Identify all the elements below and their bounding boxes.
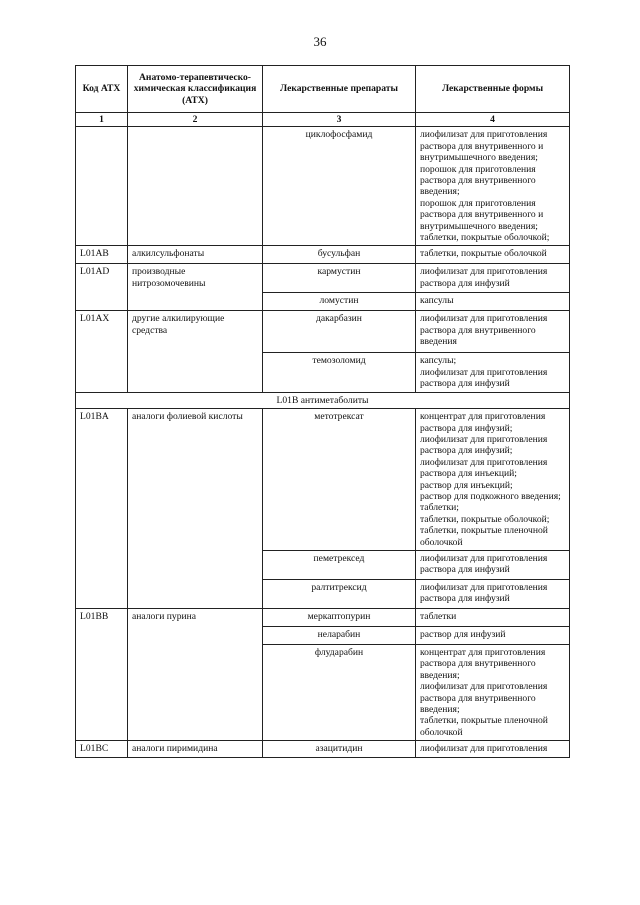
class-cell: другие алкилирующие средства [128, 311, 263, 392]
code-cell: L01AB [76, 246, 128, 264]
drug-cell: ралтитрексид [263, 579, 416, 608]
header-drugs: Лекарственные препараты [263, 66, 416, 113]
class-cell: производные нитрозомочевины [128, 264, 263, 311]
table-row [76, 246, 570, 264]
page-number: 36 [313, 34, 327, 49]
class-cell: аналоги пурина [128, 608, 263, 740]
class-cell [128, 127, 263, 246]
header-code: Код АТХ [76, 66, 128, 113]
forms-cell: лиофилизат для приготовления [416, 741, 570, 758]
code-cell: L01BC [76, 741, 128, 758]
forms-cell: таблетки [416, 608, 570, 626]
header-classification: Анатомо-терапевтическо-химическая классификация (АТХ) [128, 66, 263, 113]
class-cell: алкилсульфонаты [128, 246, 263, 264]
drug-cell: азацитидин [263, 741, 416, 758]
column-number: 4 [416, 113, 570, 127]
drug-cell: ломустин [263, 293, 416, 311]
table-row [76, 264, 570, 293]
forms-cell: концентрат для приготовления раствора для инфузий; лиофилизат для приготовления раствора для инфузий; лиофилизат для приготовления раствора для инъекций; раствор для инъекций; раствор для подкожного введения; таблетки; таблетки, покрытые оболочкой; таблетки, покрытые пленочной оболочкой [416, 409, 570, 551]
drug-cell: бусульфан [263, 246, 416, 264]
header-row [76, 66, 570, 113]
forms-cell: раствор для инфузий [416, 626, 570, 644]
drug-cell: дакарбазин [263, 311, 416, 353]
forms-cell: лиофилизат для приготовления раствора для инфузий [416, 550, 570, 579]
drug-cell: кармустин [263, 264, 416, 293]
atx-table [75, 65, 570, 758]
forms-cell: таблетки, покрытые оболочкой [416, 246, 570, 264]
forms-cell: капсулы; лиофилизат для приготовления раствора для инфузий [416, 353, 570, 392]
drug-cell: неларабин [263, 626, 416, 644]
forms-cell: концентрат для приготовления раствора для внутривенного введения; лиофилизат для приготовления раствора для внутривенного введения; таблетки, покрытые пленочной оболочкой [416, 644, 570, 740]
column-number: 2 [128, 113, 263, 127]
forms-cell: лиофилизат для приготовления раствора для внутривенного и внутримышечного введения; порошок для приготовления раствора для внутривенного введения; порошок для приготовления раствора для внутривенного и внутримышечного введения; таблетки, покрытые оболочкой; [416, 127, 570, 246]
forms-cell: лиофилизат для приготовления раствора для инфузий [416, 579, 570, 608]
code-cell: L01BB [76, 608, 128, 740]
drug-cell: пеметрексед [263, 550, 416, 579]
code-cell: L01AX [76, 311, 128, 392]
table-row [76, 311, 570, 353]
forms-cell: лиофилизат для приготовления раствора для инфузий [416, 264, 570, 293]
table-row [76, 741, 570, 758]
group-row [76, 392, 570, 408]
drug-cell: меркаптопурин [263, 608, 416, 626]
header-forms: Лекарственные формы [416, 66, 570, 113]
drug-cell: темозоломид [263, 353, 416, 392]
column-number-row [76, 113, 570, 127]
forms-cell: лиофилизат для приготовления раствора для внутривенного введения [416, 311, 570, 353]
drug-cell: флударабин [263, 644, 416, 740]
drug-cell: метотрексат [263, 409, 416, 551]
column-number: 3 [263, 113, 416, 127]
class-cell: аналоги фолиевой кислоты [128, 409, 263, 609]
table-row [76, 608, 570, 626]
code-cell: L01BA [76, 409, 128, 609]
table-row [76, 409, 570, 551]
forms-cell: капсулы [416, 293, 570, 311]
class-cell: аналоги пиримидина [128, 741, 263, 758]
code-cell: L01AD [76, 264, 128, 311]
code-cell [76, 127, 128, 246]
table-row [76, 127, 570, 246]
group-heading: L01B антиметаболиты [76, 392, 570, 408]
drug-cell: циклофосфамид [263, 127, 416, 246]
column-number: 1 [76, 113, 128, 127]
